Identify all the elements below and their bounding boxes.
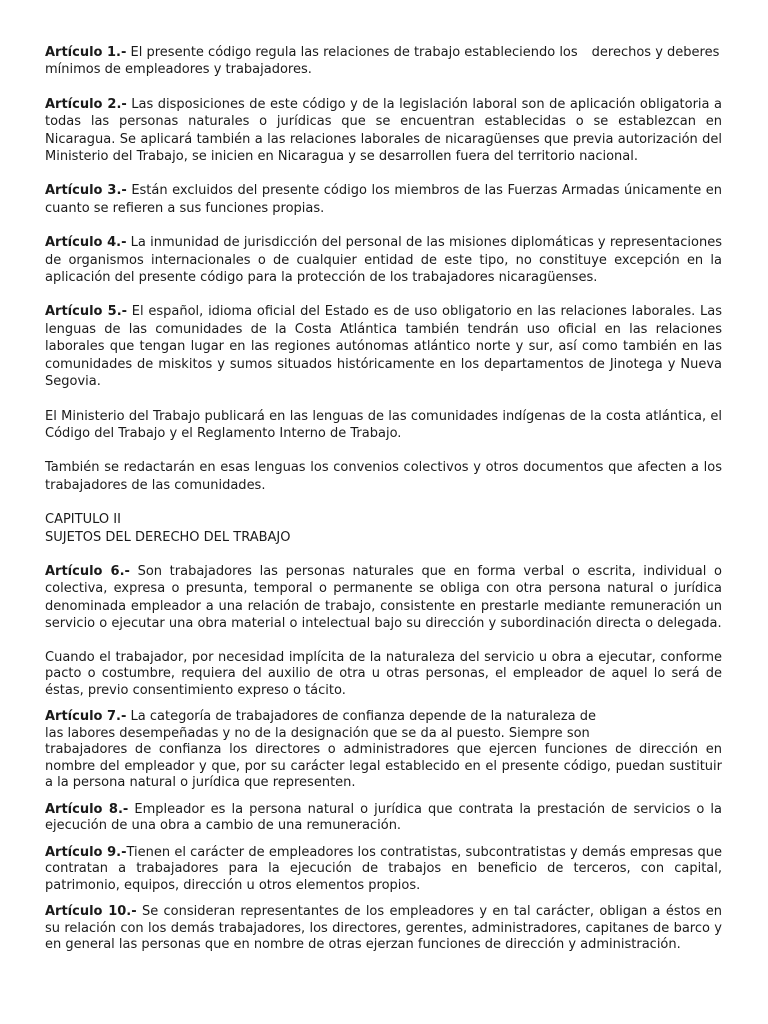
article-text: La categoría de trabajadores de confianza depende de la naturaleza de <box>126 709 596 725</box>
article-label: Artículo 9.- <box>45 844 127 860</box>
article-label: Artículo 1.- <box>45 45 127 60</box>
article-text: El presente código regula las relaciones de trabajo estableciendo los <box>126 45 578 60</box>
article-5 <box>45 303 722 390</box>
article-text: las labores desempeñadas y no de la designación que se da al puesto. Siempre son <box>45 725 590 741</box>
article-text: La inmunidad de jurisdicción del personal de las misiones diplomáticas y representaciones de organismos internacionales o de cualquier entidad de este tipo, no constituye excepción en la aplicación del presente código para la protección de los trabajadores nicaragüenses. <box>45 235 722 286</box>
article-text: Son trabajadores las personas naturales que en forma verbal o escrita, individual o colectiva, expresa o presunta, temporal o permanente se obliga con otra persona natural o jurídica denominada empleador a una relación de trabajo, consistente en prestarle mediante remuneración un servicio o ejecutar una obra material o intelectual bajo su dirección y subordinación directa o delegada. <box>45 563 722 632</box>
article-text: Están excluidos del presente código los miembros de las Fuerzas Armadas únicamente en cuanto se refieren a sus funciones propias. <box>45 183 722 216</box>
article-2 <box>45 96 722 166</box>
document-page <box>45 44 722 954</box>
paragraph-ministerio: El Ministerio del Trabajo publicará en las lenguas de las comunidades indígenas de la costa atlántica, el Código del Trabajo y el Reglamento Interno de Trabajo. <box>45 408 722 441</box>
article-text: derechos y deberes mínimos de empleadores y trabajadores. <box>45 45 720 78</box>
article-label: Artículo 8.- <box>45 801 129 817</box>
article-label: Artículo 2.- <box>45 96 127 112</box>
article-9 <box>45 845 722 895</box>
article-text: Las disposiciones de este código y de la legislación laboral son de aplicación obligatoria a todas las personas naturales o jurídicas que se encuentran establecidas o se establezcan en Nicaragua. Se aplicará también a las relaciones laborales de nicaragüenses que previa autorización del Ministerio del Trabajo, se inicien en Nicaragua y se desarrollen fuera del territorio nacional. <box>45 96 722 165</box>
chapter-title: SUJETOS DEL DERECHO DEL TRABAJO <box>45 529 291 545</box>
paragraph-tambien: También se redactarán en esas lenguas los convenios colectivos y otros documentos que afecten a los trabajadores de las comunidades. <box>45 460 722 493</box>
article-label: Artículo 6.- <box>45 563 130 579</box>
article-label: Artículo 3.- <box>45 183 127 199</box>
article-text: trabajadores de confianza los directores o administradores que ejercen funciones de dirección en nombre del empleador y que, por su carácter legal establecido en el presente código, puedan sustituir a la persona natural o jurídica que representen. <box>45 742 722 791</box>
article-10 <box>45 904 722 954</box>
article-text: Se consideran representantes de los empleadores y en tal carácter, obligan a éstos en su relación con los demás trabajadores, los directores, gerentes, administradores, capitanes de barco y en general las personas que en nombre de otras ejerzan funciones de dirección y administración. <box>45 904 722 953</box>
article-4 <box>45 234 722 286</box>
article-3 <box>45 182 722 217</box>
article-7 <box>45 709 722 792</box>
paragraph-cuando: Cuando el trabajador, por necesidad implícita de la naturaleza del servicio u obra a ejecutar, conforme pacto o costumbre, requiera del auxilio de otra u otras personas, el empleador de aquel lo será de éstas, previo consentimiento expreso o tácito. <box>45 649 722 698</box>
article-8 <box>45 802 722 835</box>
article-label: Artículo 7.- <box>45 709 127 725</box>
article-6 <box>45 563 722 633</box>
article-text: Tienen el carácter de empleadores los contratistas, subcontratistas y demás empresas que contratan a trabajadores para la ejecución de trabajos en beneficio de terceros, con capital, patrimonio, equipos, dirección u otros elementos propios. <box>45 844 722 893</box>
article-text: El español, idioma oficial del Estado es de uso obligatorio en las relaciones laborales. Las lenguas de las comunidades de la Costa Atlántica también tendrán uso oficial en las relaciones laborales que tengan lugar en las regiones autónomas atlántico norte y sur, así como también en las comunidades de miskitos y sumos situados históricamente en los departamentos de Jinotega y Nueva Segovia. <box>45 304 722 390</box>
article-text: Empleador es la persona natural o jurídica que contrata la prestación de servicios o la ejecución de una obra a cambio de una remuneración. <box>45 801 722 834</box>
article-1 <box>45 44 722 79</box>
article-label: Artículo 4.- <box>45 235 127 251</box>
chapter-number: CAPITULO II <box>45 512 121 528</box>
article-label: Artículo 10.- <box>45 904 137 920</box>
article-label: Artículo 5.- <box>45 304 128 320</box>
